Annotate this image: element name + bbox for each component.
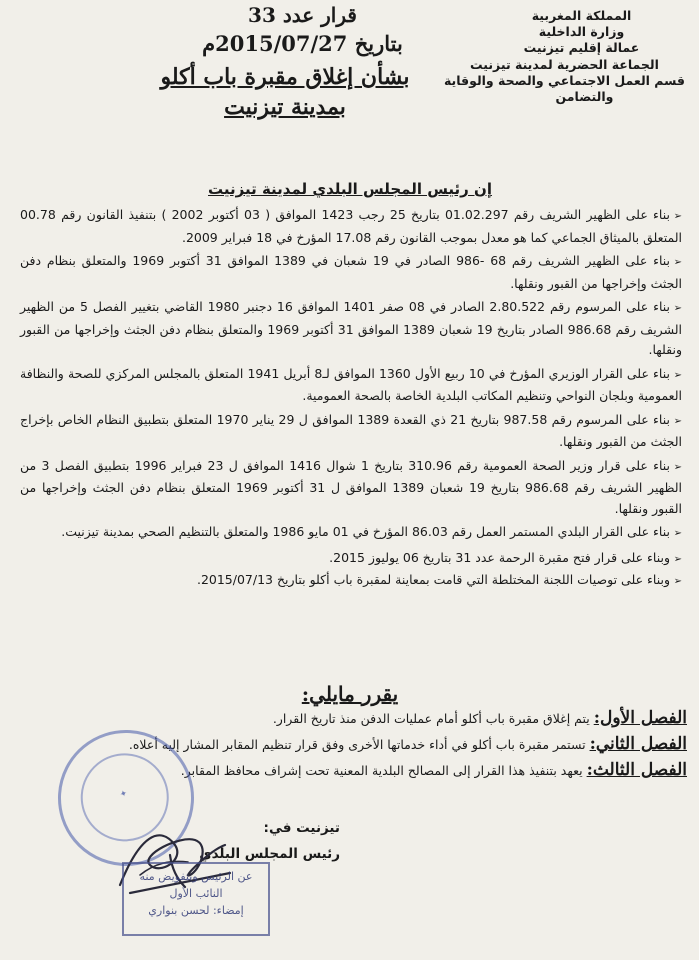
article-1	[7, 708, 687, 734]
decision-date: بتاريخ 2015/07/27م	[202, 31, 403, 56]
bullet-icon: ➢	[673, 369, 682, 381]
delegation-stamp-line-1: عن الرئيس وبتفويض منه	[139, 870, 253, 883]
recital-2: ➢بناء على الظهير الشريف رقم 68 -986 الصادر في 19 شعبان في 1389 الموافق 31 أكتوبر 1969 والمتعلق بنظام دفن الجثث وإخراجها من القبور ونقلها.	[20, 253, 683, 291]
recital-9: ➢وبناء على توصيات اللجنة المختلطة التي قامت بمعاينة لمقبرة باب أكلو بتاريخ 2015/07/13.	[20, 570, 682, 593]
recital-5: ➢بناء على المرسوم رقم 987.58 بتاريخ 21 ذي القعدة 1389 الموافق ل 29 يناير 1970 المتعلق بتطبيق النظام الخاص بإخراج الجثث من القبور ونقلها.	[20, 411, 682, 449]
bullet-icon: ➢	[673, 257, 683, 268]
subject-line-2: بمدينة تيزنيت	[224, 94, 346, 120]
bullet-icon: ➢	[673, 576, 682, 587]
bullet-icon: ➢	[673, 528, 682, 539]
decision-subject	[150, 62, 420, 122]
delegation-stamp-line-2: النائب الأول	[169, 887, 223, 900]
signature-role: رئيس المجلس البلدي	[199, 846, 340, 862]
delegation-stamp-line-3: إمضاء: لحسن بنواري	[148, 904, 244, 917]
bullet-icon: ➢	[673, 303, 683, 314]
decision-title	[190, 2, 415, 60]
bullet-icon: ➢	[673, 461, 683, 473]
subject-line-1: بشأن إغلاق مقبرة باب أكلو	[160, 64, 410, 90]
header-commune: الجماعة الحضرية لمدينة تيزنيت	[470, 57, 659, 72]
recital-8: ➢وبناء على قرار فتح مقبرة الرحمة عدد 31 بتاريخ 06 يوليوز 2015.	[20, 548, 682, 571]
bullet-icon: ➢	[673, 211, 682, 222]
header-department-cont: والتضامن	[555, 89, 614, 104]
article-1-label: الفصل الأول:	[593, 708, 687, 728]
header-prefecture: عمالة إقليم تيزنيت	[523, 40, 640, 55]
stamp-center-mark: ✦	[118, 788, 129, 801]
recital-6: ➢بناء على قرار وزير الصحة العمومية رقم 310.96 بتاريخ 1 شوال 1416 الموافق ل 23 فبراير 1996 بتطبيق الفصل 3 من الظهير الشريف رقم 986.68 بتاريخ 19 شعبان 1389 الموافق ل 31 أكتوبر 1969 المتعلق بنظام دفن الجثث وإخراجها من القبور ونقلها.	[20, 457, 683, 516]
issuer-header-division	[444, 57, 685, 105]
article-2-text: تستمر مقبرة باب أكلو في أداء خدماتها الأخرى وفق قرار تنظيم المقابر المشار إليه أعلاه.	[128, 737, 586, 752]
recital-7: ➢بناء على القرار البلدي المستمر العمل رقم 86.03 المؤرخ في 01 مايو 1986 والمتعلق بالتنظيم الصحي بمدينة تيزنيت.	[20, 522, 682, 545]
article-1-text: يتم إغلاق مقبرة باب أكلو أمام عمليات الدفن منذ تاريخ القرار.	[272, 711, 590, 726]
header-department: قسم العمل الاجتماعي والصحة والوقاية	[443, 73, 685, 88]
decision-number: قرار عدد 33	[248, 3, 357, 27]
article-3-label: الفصل الثالث:	[586, 760, 687, 780]
bullet-icon: ➢	[673, 553, 682, 565]
signature-place: تيزنيت في:	[263, 820, 340, 836]
recital-3: ➢بناء على المرسوم رقم 2.80.522 الصادر في 08 صفر 1401 الموافق 16 دجنبر 1980 القاضي بتغيير الفصل 5 من الظهير الشريف رقم 986.68 الصادر بتاريخ 19 شعبان 1389 الموافق 31 أكتوبر 1969 والمتعلق بنظام دفن الجثث وإخراجها من القبور ونقلها.	[20, 299, 683, 357]
president-heading: إن رئيس المجلس البلدي لمدينة تيزنيت	[208, 180, 492, 198]
bullet-icon: ➢	[673, 415, 682, 427]
recitals	[20, 205, 682, 593]
header-ministry: وزارة الداخلية	[538, 24, 625, 39]
article-3-text: يعهد بتنفيذ هذا القرار إلى المصالح البلدية المعنية تحت إشراف محافظ المقابر.	[180, 763, 583, 778]
issuer-header	[484, 8, 679, 56]
delegation-stamp	[122, 862, 270, 936]
article-2-label: الفصل الثاني:	[589, 734, 687, 754]
decides-heading: يقرر مايلي:	[301, 682, 399, 706]
recital-4: ➢بناء على القرار الوزيري المؤرخ في 10 ربيع الأول 1360 الموافق لـ8 أبريل 1941 المتعلق بالمجلس المركزي للصحة والنظافة العمومية وبلجان النواحي وتنظيم المكاتب البلدية الخاصة بالصحة العمومية.	[20, 365, 682, 403]
recital-1: ➢بناء على الظهير الشريف رقم 01.02.297 بتاريخ 25 رجب 1423 الموافق ( 03 أكتوبر 2002 ) بتنفيذ القانون رقم 00.78 المتعلق بالميثاق الجماعي كما هو معدل بموجب القانون رقم 17.08 المؤرخ في 18 فبراير 2009.	[20, 207, 682, 245]
header-kingdom: المملكة المغربية	[531, 8, 632, 23]
